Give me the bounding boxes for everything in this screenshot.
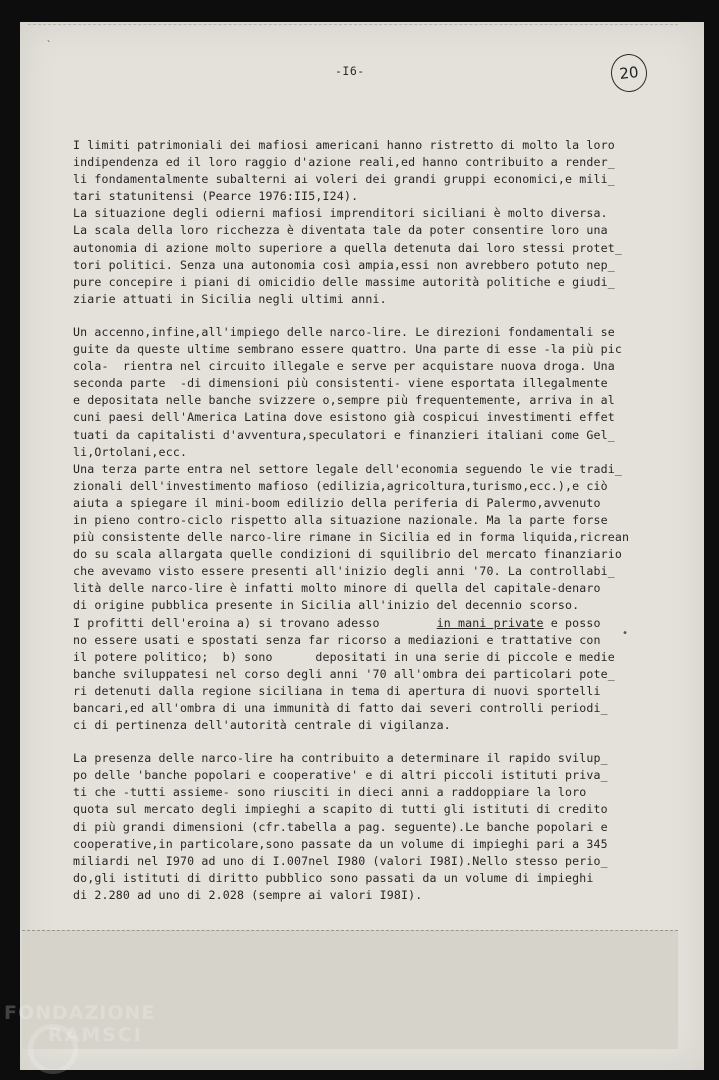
text-line: ri detenuti dalla regione siciliana in tema di apertura di nuovi sportelli <box>73 683 601 698</box>
text-line: miliardi nel I970 ad uno di I.007nel I980 (valori I98I).Nello stesso perio_ <box>73 853 608 868</box>
text-line: bancari,ed all'ombra di una immunità di fatto dai severi controlli periodi_ <box>73 701 608 715</box>
underlined-phrase: in mani private <box>436 615 544 630</box>
text-line: seconda parte -di dimensioni più consistenti- viene esportata illegalmente <box>73 376 608 391</box>
text-line: indipendenza ed il loro raggio d'azione reali,ed hanno contribuito a render_ <box>73 155 615 170</box>
text-line: li fondamentalmente subalterni ai voleri dei grandi gruppi economici,e mili_ <box>73 172 615 187</box>
text-line: lità delle narco-lire è infatti molto minore di quella del capitale-denaro <box>73 581 601 596</box>
watermark-line-1: FONDAZIONE <box>4 1002 156 1024</box>
text-line: tari statunitensi (Pearce 1976:II5,I24). <box>73 189 359 204</box>
text-line: di origine pubblica presente in Sicilia all'inizio del decennio scorso. <box>73 598 580 613</box>
margin-dot: • <box>622 628 629 639</box>
text-line: ci di pertinenza dell'autorità centrale di vigilanza. <box>73 718 451 733</box>
line-end: e posso <box>543 615 601 630</box>
text-line: cooperative,in particolare,sono passate da un volume di impieghi pari a 345 <box>73 836 608 851</box>
text-line: che avevamo visto essere presenti all'inizio degli anni '70. La controllabi_ <box>73 564 615 579</box>
text-line: guite da queste ultime sembrano essere quattro. Una parte di esse -la più pic <box>73 342 623 357</box>
text-line: do su scala allargata quelle condizioni di squilibrio del mercato finanziario <box>73 547 623 562</box>
body-text <box>73 137 633 904</box>
text-line: banche sviluppatesi nel corso degli anni '70 all'ombra dei particolari pote_ <box>73 666 615 681</box>
text-line: cuni paesi dell'America Latina dove esistono già cospicui investimenti effet <box>73 410 615 425</box>
text-line: li,Ortolani,ecc. <box>73 444 188 459</box>
text-line: aiuta a spiegare il mini-boom edilizio della periferia di Palermo,avvenuto <box>73 495 601 510</box>
watermark-logo <box>4 1002 155 1046</box>
text-line: La situazione degli odierni mafiosi imprenditori siciliani è molto diversa. <box>73 206 608 221</box>
text-line: La presenza delle narco-lire ha contribuito a determinare il rapido svilup_ <box>73 751 608 766</box>
text-line: La scala della loro ricchezza è diventata tale da poter consentire loro una <box>73 223 608 238</box>
text-line: do,gli istituti di diritto pubblico sono passati da un volume di impieghi <box>73 870 594 885</box>
text-line: Una terza parte entra nel settore legale dell'economia seguendo le vie tradi_ <box>73 461 623 476</box>
text-line: quota sul mercato degli impieghi a scapito di tutti gli istituti di credito <box>73 802 608 817</box>
text-line: pure concepire i piani di omicidio delle massime autorità politiche e giudi_ <box>73 274 615 289</box>
text-line: zionali dell'investimento mafioso (edilizia,agricoltura,turismo,ecc.),e ciò <box>73 478 608 493</box>
text-line: tori politici. Senza una autonomia così ampia,essi non avrebbero potuto nep_ <box>73 257 615 272</box>
text-line: e depositata nelle banche svizzere o,sempre più frequentemente, arriva in al <box>73 393 615 408</box>
text-line: in pieno contro-ciclo rispetto alla situazione nazionale. Ma la parte forse <box>73 512 608 527</box>
watermark-line-2: RAMSCI <box>48 1024 143 1046</box>
top-divider <box>28 24 678 25</box>
text-line: cola- rientra nel circuito illegale e serve per acquistare nuova droga. Una <box>73 359 615 374</box>
text-line: ti che -tutti assieme- sono riusciti in dieci anni a raddoppiare la loro <box>73 785 587 800</box>
text-line: più consistente delle narco-lire rimane in Sicilia ed in forma liquida,ricrean <box>73 530 630 545</box>
folio-number-circled: 20 <box>609 52 649 94</box>
text-line: Un accenno,infine,all'impiego delle narco-lire. Le direzioni fondamentali se <box>73 324 615 339</box>
text-line: di più grandi dimensioni (cfr.tabella a pag. seguente).Le banche popolari e <box>73 819 608 834</box>
paragraph-narco-lire-directions <box>73 324 633 615</box>
text-line: ziarie attuati in Sicilia negli ultimi anni. <box>73 291 387 306</box>
text-line: no essere usati e spostati senza far ricorso a mediazioni e trattative con <box>73 632 601 647</box>
page-number: -I6- <box>335 64 365 78</box>
text-line-underlined <box>73 615 633 632</box>
paragraph-mafia-autonomy <box>73 137 633 308</box>
text-line: autonomia di azione molto superiore a quella detenuta dai loro stessi protet_ <box>73 240 623 255</box>
text-line: tuati da capitalisti d'avventura,speculatori e finanzieri italiani come Gel_ <box>73 427 615 442</box>
text-line: po delle 'banche popolari e cooperative' e di altri piccoli istituti priva_ <box>73 768 608 783</box>
paragraph-narco-lire-continued <box>73 632 633 735</box>
margin-mark: ` <box>46 40 53 51</box>
text-line: I limiti patrimoniali dei mafiosi americani hanno ristretto di molto la loro <box>73 138 615 152</box>
text-line: di 2.280 ad uno di 2.028 (sempre ai valori I98I). <box>73 887 423 902</box>
line-start: I profitti dell'eroina a) si trovano adesso <box>73 615 437 630</box>
paragraph-popular-banks <box>73 750 633 904</box>
text-line: il potere politico; b) sono depositati in una serie di piccole e medie <box>73 649 615 664</box>
